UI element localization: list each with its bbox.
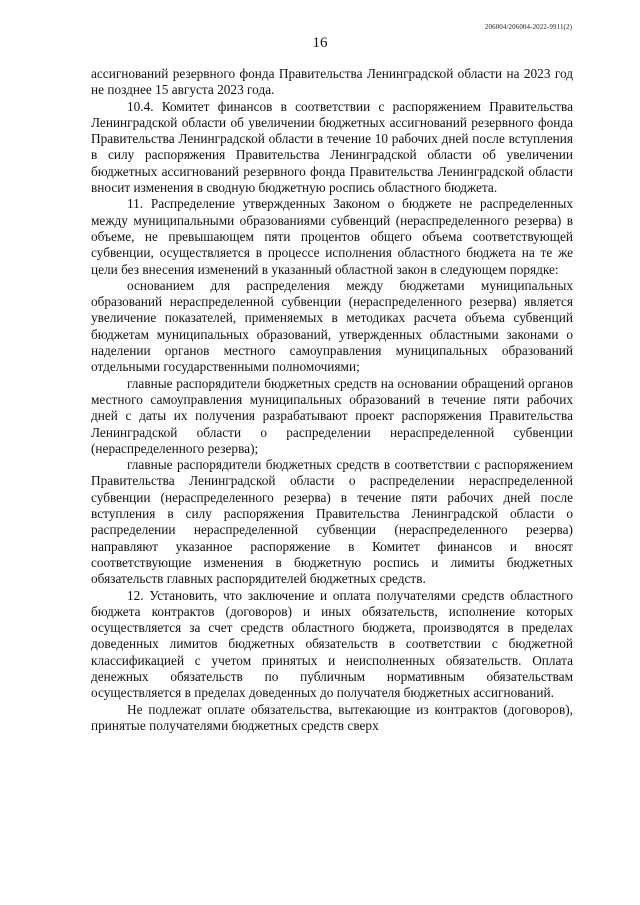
paragraph-10-4: 10.4. Комитет финансов в соответствии с распоряжением Правительства Ленинградской области об увеличении бюджетных ассигнований резервного фонда Правительства Ленинградской области в течение 10 рабочих дней после вступления в силу распоряжения Правительства Ленинградской области об увеличении бюджетных ассигнований резервного фонда Правительства Ленинградской области вносит изменения в сводную бюджетную роспись областного бюджета. xyxy=(91,98,573,196)
paragraph-12-payment: Не подлежат оплате обязательства, вытекающие из контрактов (договоров), принятые получателями бюджетных средств сверх xyxy=(91,701,573,733)
page-number: 16 xyxy=(312,35,328,51)
paragraph-11-basis: основанием для распределения между бюджетами муниципальных образований нераспределенной субвенции (нераспределенного резерва) является увеличение показателей, применяемых в методиках расчета объема субвенций бюджетам муниципальных образований, утвержденных областными законами о наделении органов местного самоуправления муниципальных образований отдельными государственными полномочиями; xyxy=(91,277,573,375)
document-body xyxy=(91,66,573,734)
paragraph-12: 12. Установить, что заключение и оплата получателями средств областного бюджета контрактов (договоров) и иных обязательств, исполнение которых осуществляется за счет средств областного бюджета, производятся в пределах доведенных лимитов бюджетных обязательств в соответствии с бюджетной классификацией с учетом принятых и неисполненных обязательств. Оплата денежных обязательств по публичным нормативным обязательствам осуществляется в пределах доведенных до получателя бюджетных ассигнований. xyxy=(91,587,573,701)
paragraph-11-changes: главные распорядители бюджетных средств в соответствии с распоряжением Правительства Ленинградской области о распределении нераспределенной субвенции (нераспределенного резерва) в течение пяти рабочих дней после вступления в силу распоряжения Правительства Ленинградской области о распределении нераспределенной субвенции (нераспределенного резерва) направляют указанное распоряжение в Комитет финансов и вносят соответствующие изменения в бюджетную роспись и лимиты бюджетных обязательств главных распорядителей бюджетных средств. xyxy=(91,457,573,587)
document-id: 206004/206004-2022-9911(2) xyxy=(484,23,572,31)
paragraph-11-draft: главные распорядители бюджетных средств на основании обращений органов местного самоуправления муниципальных образований в течение пяти рабочих дней с даты их получения разрабатывают проект распоряжения Правительства Ленинградской области о распределении нераспределенной субвенции (нераспределенного резерва); xyxy=(91,375,573,456)
paragraph-continuation: ассигнований резервного фонда Правительства Ленинградской области на 2023 год не позднее 15 августа 2023 года. xyxy=(91,66,573,98)
paragraph-11: 11. Распределение утвержденных Законом о бюджете не распределенных между муниципальными образованиями субвенций (нераспределенного резерва) в объеме, не превышающем пяти процентов общего объема соответствующей субвенции, осуществляется в процессе исполнения областного бюджета на те же цели без внесения изменений в указанный областной закон в следующем порядке: xyxy=(91,196,573,277)
